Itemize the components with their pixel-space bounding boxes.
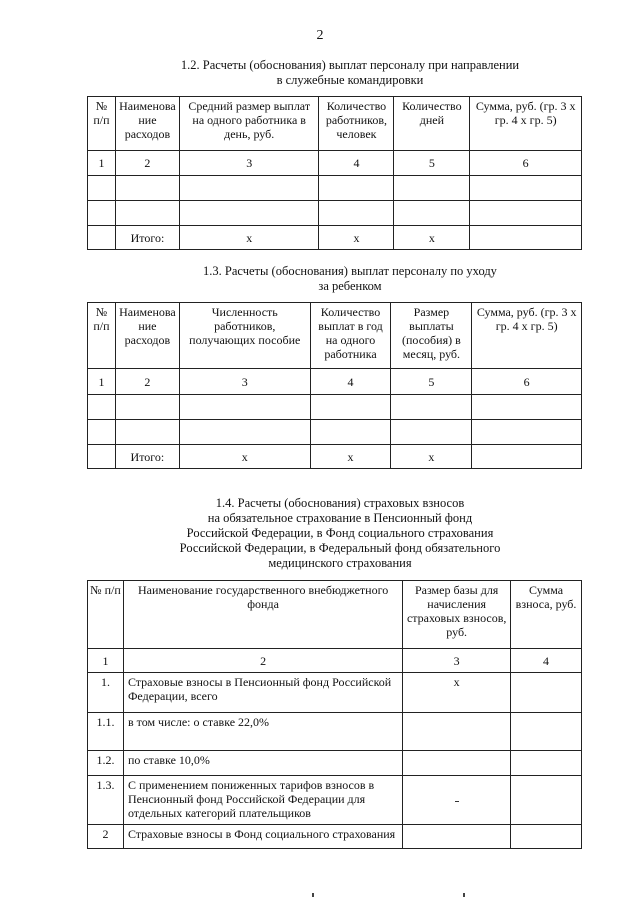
- table-row: [88, 673, 582, 713]
- table-row: [88, 176, 582, 201]
- contribution-value: [511, 825, 582, 849]
- title-line: на обязательное страхование в Пенсионный фонд: [207, 511, 473, 525]
- col-header-workers: Количество работников, человек: [319, 97, 394, 151]
- table-insurance-contributions: [87, 580, 582, 849]
- cross-mark: х: [319, 226, 394, 250]
- page-number: 2: [316, 28, 324, 43]
- col-header-avg-payment: Средний размер выплат на одного работника в день, руб.: [179, 97, 319, 151]
- base-value: [403, 825, 511, 849]
- col-number: 4: [511, 649, 582, 673]
- contribution-value: [511, 776, 582, 825]
- col-number: 1: [88, 151, 116, 176]
- table-row: [88, 751, 582, 776]
- col-number: 5: [394, 151, 470, 176]
- base-value: [403, 751, 511, 776]
- col-number: 2: [115, 369, 179, 395]
- table-row: [88, 395, 582, 420]
- fund-name: Страховые взносы в Пенсионный фонд Российской Федерации, всего: [123, 673, 402, 713]
- title-line: Российской Федерации, в Федеральный фонд обязательного: [179, 541, 501, 555]
- col-header-contribution: Сумма взноса, руб.: [511, 581, 582, 649]
- col-header-base: Размер базы для начисления страховых взносов, руб.: [403, 581, 511, 649]
- scan-mark: [463, 893, 465, 897]
- table-row: [88, 713, 582, 751]
- title-line: 1.4. Расчеты (обоснования) страховых взносов: [215, 496, 465, 510]
- cross-mark: х: [310, 445, 391, 469]
- section-1-3-title: [60, 264, 640, 294]
- total-label: Итого:: [115, 226, 179, 250]
- col-number: 5: [391, 369, 472, 395]
- title-line: 1.3. Расчеты (обоснования) выплат персоналу по уходу: [203, 264, 497, 278]
- row-number: 1.3.: [88, 776, 124, 825]
- contribution-value: [511, 713, 582, 751]
- col-header-num: № п/п: [88, 581, 124, 649]
- base-value: х: [403, 673, 511, 713]
- col-number: 6: [470, 151, 582, 176]
- title-line: за ребенком: [318, 279, 382, 293]
- total-row: [88, 445, 582, 469]
- section-1-2-title: [60, 58, 640, 88]
- row-number: 1.: [88, 673, 124, 713]
- col-number: 4: [319, 151, 394, 176]
- cross-mark: х: [179, 445, 310, 469]
- fund-name: по ставке 10,0%: [123, 751, 402, 776]
- col-header-employees: Численность работников, получающих пособие: [179, 303, 310, 369]
- fund-name: Страховые взносы в Фонд социального страхования: [123, 825, 402, 849]
- table-row: [88, 420, 582, 445]
- table-row: [88, 201, 582, 226]
- base-value: [403, 713, 511, 751]
- row-number: 1.2.: [88, 751, 124, 776]
- section-1-4-title: [40, 496, 640, 571]
- total-label: Итого:: [115, 445, 179, 469]
- col-header-days: Количество дней: [394, 97, 470, 151]
- title-line: медицинского страхования: [268, 556, 412, 570]
- base-value: [403, 776, 511, 825]
- row-number: 1.1.: [88, 713, 124, 751]
- col-header-sum: Сумма, руб. (гр. 3 х гр. 4 х гр. 5): [472, 303, 582, 369]
- dash-mark: [455, 801, 459, 802]
- table-business-trips: [87, 96, 582, 250]
- cross-mark: х: [179, 226, 319, 250]
- title-line: Российской Федерации, в Фонд социального страхования: [186, 526, 494, 540]
- col-header-fund-name: Наименование государственного внебюджетного фонда: [123, 581, 402, 649]
- col-number: 4: [310, 369, 391, 395]
- col-number: 3: [179, 151, 319, 176]
- col-header-name: Наименова ние расходов: [115, 97, 179, 151]
- row-number: 2: [88, 825, 124, 849]
- fund-name: С применением пониженных тарифов взносов в Пенсионный фонд Российской Федерации для отдельных категорий плательщиков: [123, 776, 402, 825]
- col-number: 1: [88, 369, 116, 395]
- total-row: [88, 226, 582, 250]
- contribution-value: [511, 751, 582, 776]
- col-header-benefit: Размер выплаты (пособия) в месяц, руб.: [391, 303, 472, 369]
- col-number: 2: [123, 649, 402, 673]
- col-header-num: № п/п: [88, 97, 116, 151]
- table-row: [88, 825, 582, 849]
- cross-mark: х: [394, 226, 470, 250]
- fund-name: в том числе: о ставке 22,0%: [123, 713, 402, 751]
- col-number: 3: [403, 649, 511, 673]
- table-row: [88, 776, 582, 825]
- col-header-name: Наименова ние расходов: [115, 303, 179, 369]
- col-number: 2: [115, 151, 179, 176]
- contribution-value: [511, 673, 582, 713]
- col-number: 6: [472, 369, 582, 395]
- col-header-num: № п/п: [88, 303, 116, 369]
- title-line: в служебные командировки: [276, 73, 424, 87]
- scan-mark: [312, 893, 314, 897]
- col-header-sum: Сумма, руб. (гр. 3 х гр. 4 х гр. 5): [470, 97, 582, 151]
- title-line: 1.2. Расчеты (обоснования) выплат персоналу при направлении: [180, 58, 520, 72]
- cross-mark: х: [391, 445, 472, 469]
- table-childcare: [87, 302, 582, 469]
- col-header-payments: Количество выплат в год на одного работника: [310, 303, 391, 369]
- col-number: 1: [88, 649, 124, 673]
- col-number: 3: [179, 369, 310, 395]
